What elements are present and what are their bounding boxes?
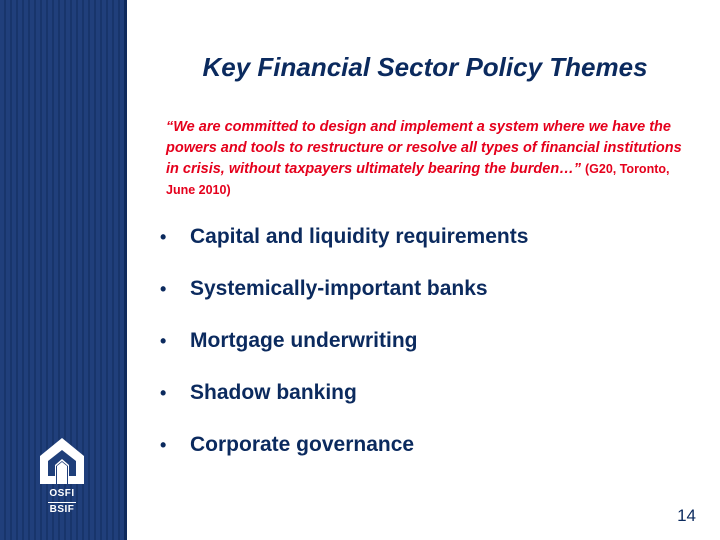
list-item-text: Mortgage underwriting [190,329,418,352]
list-item-text: Capital and liquidity requirements [190,225,529,248]
logo-text-osfi: OSFI [49,488,75,499]
slide-title: Key Financial Sector Policy Themes [202,52,648,82]
list-item-text: Corporate governance [190,433,415,456]
bullet-icon: • [160,435,167,455]
osfi-logo-icon [38,436,86,486]
g20-quote [166,117,686,201]
logo-text-bsif: BSIF [49,504,75,515]
bullet-icon: • [160,331,167,351]
bullet-icon: • [160,279,167,299]
list-item-text: Shadow banking [190,381,357,404]
quote-text: “We are committed to design and implement a system where we have the powers and tools to restructure or resolve all types of financial institutions in crisis, without taxpayers ultimately bearing the burden…” [166,119,682,177]
bullet-icon: • [160,383,167,403]
sidebar-edge [124,0,127,540]
quote-source: (G20, Toronto, June 2010) [166,162,670,197]
sidebar [0,0,124,540]
bullet-icon: • [160,227,167,247]
page-number: 14 [677,506,696,525]
list-item-text: Systemically-important banks [190,277,488,300]
logo-divider [48,502,76,503]
